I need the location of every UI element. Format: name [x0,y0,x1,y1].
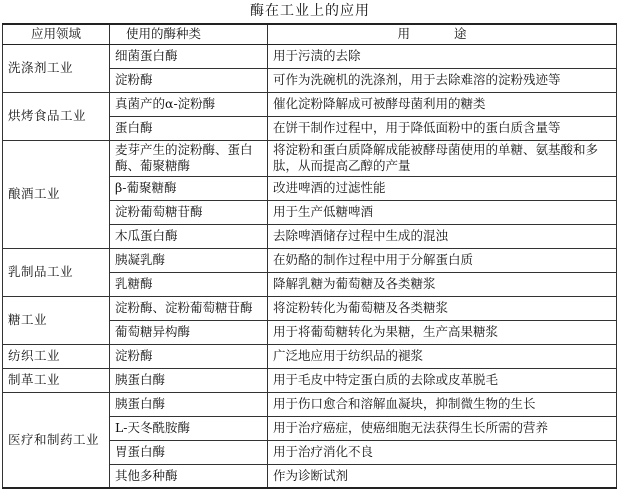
table-row [3,296,617,320]
enzyme-cell: 其他多种酶 [110,464,268,488]
enzyme-cell: 蛋白酶 [110,116,268,140]
use-cell: 广泛地应用于纺织品的褪浆 [268,344,617,368]
table-row [3,140,617,176]
header-row [3,24,617,44]
field-cell-detergent: 洗涤剂工业 [3,44,110,92]
use-cell: 用于将葡萄糖转化为果糖，生产高果糖浆 [268,320,617,344]
enzyme-cell: 葡萄糖异构酶 [110,320,268,344]
field-cell-dairy: 乳制品工业 [3,248,110,296]
enzyme-cell: 淀粉酶 [110,344,268,368]
enzyme-cell: 淀粉酶 [110,68,268,92]
use-cell: 作为诊断试剂 [268,464,617,488]
header-use: 用 途 [268,24,617,44]
header-enzyme: 使用的酶种类 [110,24,268,44]
enzyme-cell: 淀粉酶、淀粉葡萄糖苷酶 [110,296,268,320]
use-cell: 在奶酪的制作过程中用于分解蛋白质 [268,248,617,272]
table-title: 酶在工业上的应用 [250,3,370,19]
use-cell: 降解乳糖为葡萄糖及各类糖浆 [268,272,617,296]
table-row [3,92,617,116]
field-cell-baking: 烘烤食品工业 [3,92,110,140]
field-cell-leather: 制革工业 [3,368,110,392]
use-cell: 用于生产低糖啤酒 [268,200,617,224]
table-row [3,368,617,392]
enzyme-cell: L-天冬酰胺酶 [110,416,268,440]
table-row [3,392,617,416]
use-cell: 去除啤酒储存过程中生成的混浊 [268,224,617,248]
field-cell-medical: 医疗和制药工业 [3,392,110,488]
enzyme-cell: 胰蛋白酶 [110,368,268,392]
use-cell: 将淀粉和蛋白质降解成能被酵母菌使用的单糖、氨基酸和多肽，从而提高乙醇的产量 [268,140,617,176]
enzyme-cell: 真菌产的α-淀粉酶 [110,92,268,116]
enzyme-cell: 胰凝乳酶 [110,248,268,272]
use-cell: 用于治疗消化不良 [268,440,617,464]
table-row [3,248,617,272]
enzyme-cell: 乳糖酶 [110,272,268,296]
use-cell: 改进啤酒的过滤性能 [268,176,617,200]
enzyme-cell: 细菌蛋白酶 [110,44,268,68]
enzyme-cell: 木瓜蛋白酶 [110,224,268,248]
field-cell-textile: 纺织工业 [3,344,110,368]
use-cell: 可作为洗碗机的洗涤剂，用于去除难溶的淀粉残迹等 [268,68,617,92]
enzyme-application-table [2,23,617,489]
use-cell: 用于毛皮中特定蛋白质的去除或皮革脱毛 [268,368,617,392]
use-cell: 催化淀粉降解成可被酵母菌利用的糖类 [268,92,617,116]
use-cell: 用于污渍的去除 [268,44,617,68]
enzyme-cell: 淀粉葡萄糖苷酶 [110,200,268,224]
use-cell: 将淀粉转化为葡萄糖及各类糖浆 [268,296,617,320]
use-cell: 在饼干制作过程中，用于降低面粉中的蛋白质含量等 [268,116,617,140]
table-row [3,44,617,68]
field-cell-sugar: 糖工业 [3,296,110,344]
field-cell-brewing: 酿酒工业 [3,140,110,248]
table-row [3,344,617,368]
enzyme-cell: 胰蛋白酶 [110,392,268,416]
header-field: 应用领域 [3,24,110,44]
enzyme-cell: β-葡聚糖酶 [110,176,268,200]
use-cell: 用于伤口愈合和溶解血凝块，抑制微生物的生长 [268,392,617,416]
enzyme-cell: 胃蛋白酶 [110,440,268,464]
enzyme-cell: 麦芽产生的淀粉酶、蛋白酶、葡聚糖酶 [110,140,268,176]
use-cell: 用于治疗癌症，使癌细胞无法获得生长所需的营养 [268,416,617,440]
